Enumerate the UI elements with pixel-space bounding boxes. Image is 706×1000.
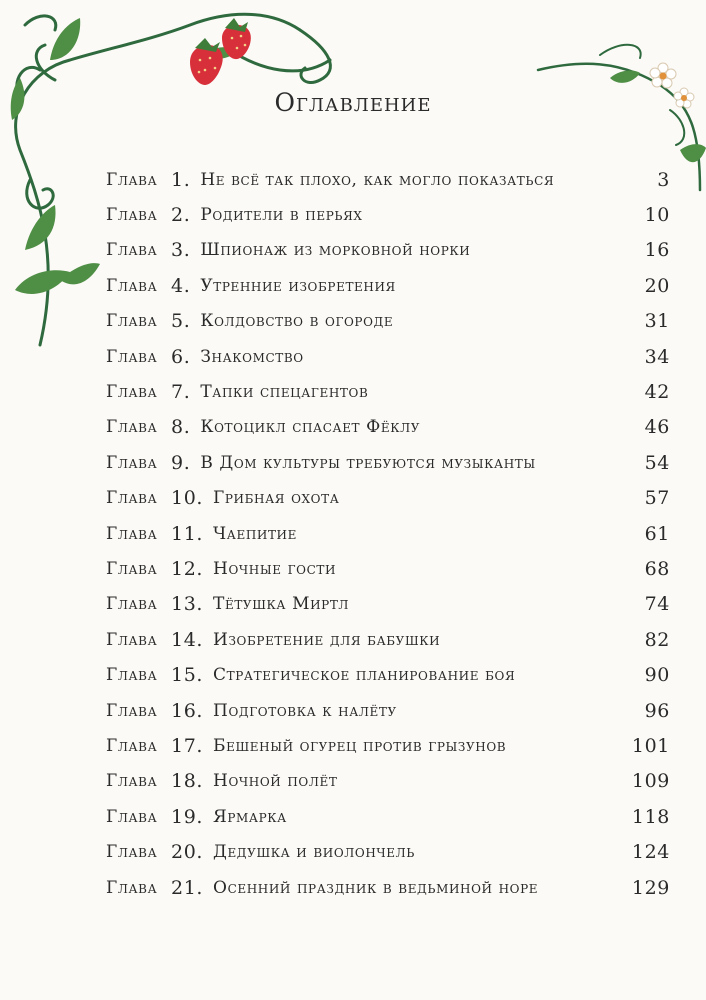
chapter-label: Глава <box>106 275 158 296</box>
chapter-page-number: 31 <box>644 310 670 333</box>
chapter-page-number: 68 <box>644 557 670 580</box>
chapter-label: Глава <box>106 665 158 686</box>
toc-entry <box>106 834 670 869</box>
chapter-label: Глава <box>106 558 158 579</box>
toc-entry <box>106 622 670 657</box>
chapter-title: Бешеный огурец против грызунов <box>213 735 507 756</box>
chapter-label: Глава <box>106 629 158 650</box>
toc-entry <box>106 764 670 799</box>
chapter-label: Глава <box>106 240 158 261</box>
chapter-page-number: 54 <box>644 451 670 474</box>
chapter-title: Чаепитие <box>213 523 297 544</box>
flower-icon <box>650 63 676 88</box>
chapter-label: Глава <box>106 523 158 544</box>
toc-entry <box>106 197 670 232</box>
chapter-label: Глава <box>106 700 158 721</box>
chapter-page-number: 101 <box>631 734 670 757</box>
chapter-title: Осенний праздник в ведьминой норе <box>213 877 539 898</box>
page-title: Оглавление <box>274 88 432 117</box>
chapter-label: Глава <box>106 806 158 827</box>
chapter-page-number: 90 <box>644 664 670 687</box>
chapter-number: 21. <box>171 876 204 899</box>
chapter-number: 13. <box>171 593 204 616</box>
chapter-label: Глава <box>106 417 158 438</box>
chapter-label: Глава <box>106 382 158 403</box>
leaf-icon <box>610 71 640 83</box>
chapter-number: 5. <box>171 310 191 333</box>
toc-entry <box>106 374 670 409</box>
chapter-label: Глава <box>106 594 158 615</box>
chapter-page-number: 61 <box>644 522 670 545</box>
chapter-title: Ночной полёт <box>213 771 338 792</box>
chapter-number: 6. <box>171 345 191 368</box>
chapter-page-number: 46 <box>644 416 670 439</box>
toc-entry <box>106 693 670 728</box>
chapter-number: 18. <box>171 770 204 793</box>
chapter-page-number: 16 <box>644 239 670 262</box>
chapter-title: Ночные гости <box>213 558 337 579</box>
chapter-title: Котоцикл спасает Фёклу <box>200 417 421 438</box>
chapter-number: 10. <box>171 487 204 510</box>
chapter-title: Утренние изобретения <box>200 275 396 296</box>
vine-curl <box>600 45 641 58</box>
chapter-title: Тапки спецагентов <box>200 382 369 403</box>
chapter-number: 16. <box>171 699 204 722</box>
chapter-title: Стратегическое планирование боя <box>213 665 516 686</box>
toc-entry <box>106 304 670 339</box>
chapter-number: 3. <box>171 239 191 262</box>
chapter-title: Дедушка и виолончель <box>213 842 415 863</box>
toc-entry <box>106 162 670 197</box>
toc-entry <box>106 339 670 374</box>
chapter-page-number: 34 <box>644 345 670 368</box>
chapter-label: Глава <box>106 311 158 332</box>
toc-entry <box>106 870 670 905</box>
chapter-number: 15. <box>171 664 204 687</box>
chapter-label: Глава <box>106 488 158 509</box>
chapter-number: 12. <box>171 557 204 580</box>
toc-entry <box>106 657 670 692</box>
chapter-title: Колдовство в огороде <box>200 311 394 332</box>
chapter-title: Изобретение для бабушки <box>213 629 441 650</box>
chapter-label: Глава <box>106 346 158 367</box>
vine-curl <box>25 16 56 30</box>
chapter-title: Не всё так плохо, как могло показаться <box>200 169 555 190</box>
leaf-icon <box>15 270 70 294</box>
chapter-number: 4. <box>171 274 191 297</box>
toc-entry <box>106 516 670 551</box>
vine-curl <box>300 30 330 83</box>
toc-entry <box>106 587 670 622</box>
chapter-number: 20. <box>171 841 204 864</box>
chapter-title: Подготовка к налёту <box>213 700 397 721</box>
strawberry-icon <box>190 38 223 85</box>
chapter-page-number: 124 <box>631 841 670 864</box>
chapter-title: Родители в перьях <box>200 205 363 226</box>
chapter-label: Глава <box>106 877 158 898</box>
chapter-page-number: 57 <box>644 487 670 510</box>
leaf-icon <box>680 144 706 162</box>
chapter-page-number: 3 <box>657 168 670 191</box>
chapter-title: Знакомство <box>200 346 304 367</box>
chapter-title: Грибная охота <box>213 488 340 509</box>
chapter-number: 7. <box>171 381 191 404</box>
chapter-title: В Дом культуры требуются музыканты <box>200 452 536 473</box>
chapter-page-number: 109 <box>631 770 670 793</box>
chapter-page-number: 10 <box>644 204 670 227</box>
chapter-page-number: 74 <box>644 593 670 616</box>
chapter-page-number: 118 <box>631 805 670 828</box>
chapter-number: 1. <box>171 168 191 191</box>
toc-entry <box>106 233 670 268</box>
chapter-number: 19. <box>171 805 204 828</box>
chapter-number: 8. <box>171 416 191 439</box>
chapter-label: Глава <box>106 452 158 473</box>
chapter-label: Глава <box>106 771 158 792</box>
chapter-label: Глава <box>106 169 158 190</box>
chapter-label: Глава <box>106 205 158 226</box>
chapter-title: Тётушка Миртл <box>213 594 350 615</box>
toc-entry <box>106 728 670 763</box>
chapter-page-number: 96 <box>644 699 670 722</box>
chapter-number: 2. <box>171 204 191 227</box>
chapter-label: Глава <box>106 842 158 863</box>
toc-entry <box>106 481 670 516</box>
toc-entry <box>106 799 670 834</box>
chapter-page-number: 129 <box>631 876 670 899</box>
toc-entry <box>106 551 670 586</box>
chapter-label: Глава <box>106 735 158 756</box>
toc-entry <box>106 268 670 303</box>
table-of-contents <box>106 162 670 905</box>
chapter-title: Шпионаж из морковной норки <box>200 240 471 261</box>
vine-curl <box>27 180 53 208</box>
chapter-number: 11. <box>171 522 204 545</box>
chapter-number: 9. <box>171 451 191 474</box>
chapter-page-number: 42 <box>644 381 670 404</box>
chapter-title: Ярмарка <box>213 806 287 827</box>
chapter-page-number: 20 <box>644 274 670 297</box>
toc-entry <box>106 410 670 445</box>
chapter-number: 14. <box>171 628 204 651</box>
toc-entry <box>106 445 670 480</box>
chapter-number: 17. <box>171 734 204 757</box>
chapter-page-number: 82 <box>644 628 670 651</box>
